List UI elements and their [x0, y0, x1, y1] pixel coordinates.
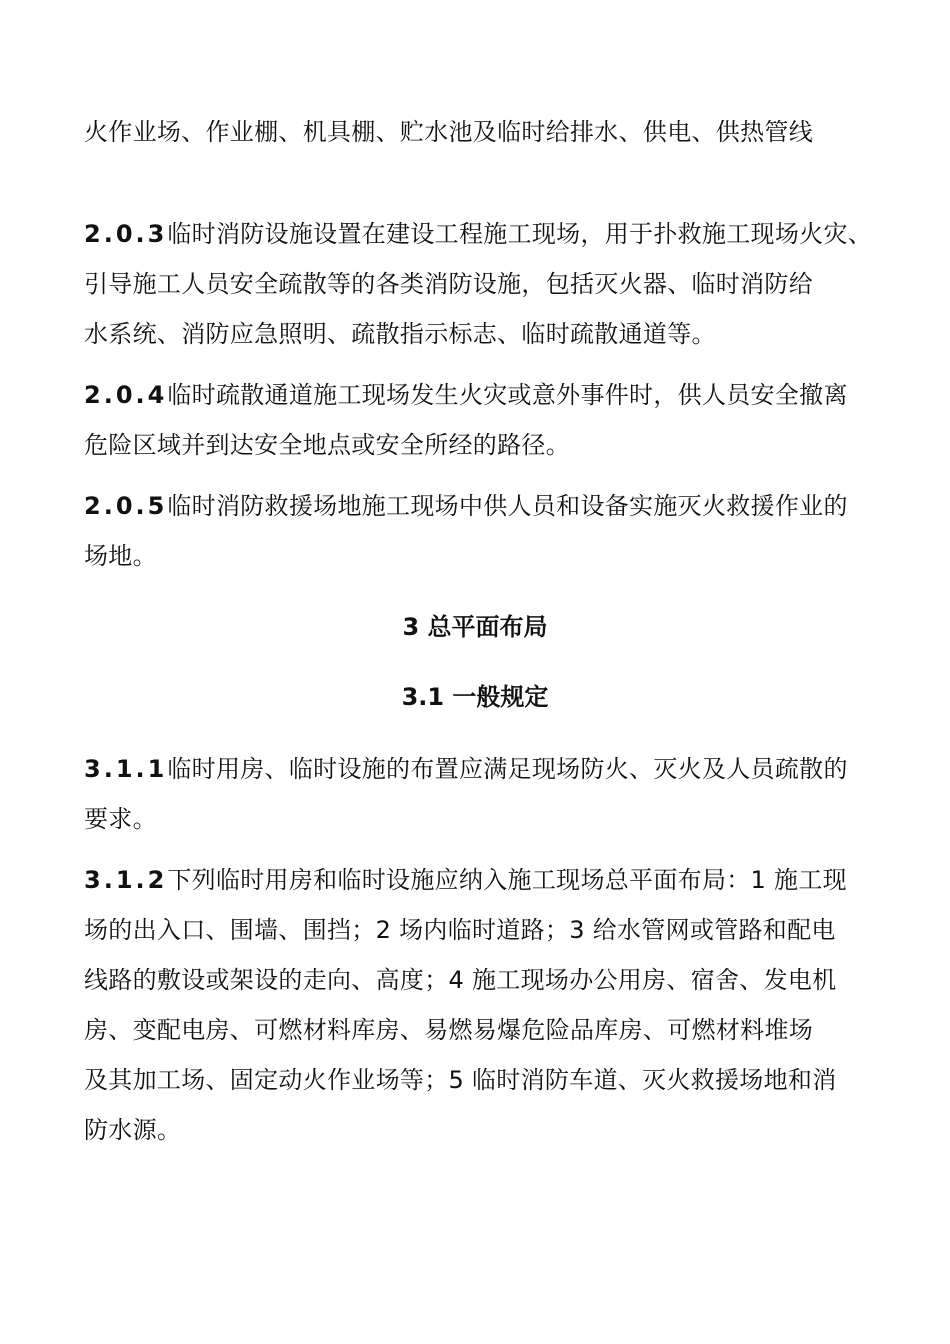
clause-2-0-4-line-1: [84, 379, 848, 411]
section-heading: 3.1 一般规定: [401, 683, 549, 711]
clause-text: 临时疏散通道施工现场发生火灾或意外事件时，供人员安全撤离: [167, 381, 848, 409]
clause-text: 下列临时用房和临时设施应纳入施工现场总平面布局：1 施工现: [167, 866, 847, 894]
clause-2-0-4-line-2: 危险区域并到达安全地点或安全所经的路径。: [84, 431, 570, 459]
clause-number: 3.1.2: [84, 866, 168, 894]
clause-3-1-1-line-2: 要求。: [84, 805, 157, 833]
clause-3-1-1-line-1: [84, 753, 848, 785]
clause-3-1-2-line-4: 房、变配电房、可燃材料库房、易燃易爆危险品库房、可燃材料堆场: [84, 1016, 813, 1044]
clause-2-0-5-line-1: [84, 490, 848, 522]
clause-3-1-2-line-5: 及其加工场、固定动火作业场等；5 临时消防车道、灭火救援场地和消: [84, 1066, 837, 1094]
clause-3-1-2-line-3: 线路的敷设或架设的走向、高度；4 施工现场办公用房、宿舍、发电机: [84, 966, 837, 994]
clause-2-0-3-line-1: [84, 218, 872, 250]
clause-text: 临时用房、临时设施的布置应满足现场防火、灭火及人员疏散的: [167, 755, 848, 783]
clause-2-0-3-line-3: 水系统、消防应急照明、疏散指示标志、临时疏散通道等。: [84, 320, 716, 348]
chapter-heading: 3 总平面布局: [402, 613, 548, 641]
clause-2-0-3-line-2: 引导施工人员安全疏散等的各类消防设施，包括灭火器、临时消防给: [84, 270, 813, 298]
clause-text: 临时消防设施设置在建设工程施工现场，用于扑救施工现场火灾、: [167, 220, 873, 248]
clause-number: 2.0.4: [84, 381, 168, 409]
continuation-line: 火作业场、作业棚、机具棚、贮水池及临时给排水、供电、供热管线: [84, 118, 813, 146]
clause-3-1-2-line-6: 防水源。: [84, 1116, 182, 1144]
clause-number: 2.0.3: [84, 220, 168, 248]
clause-number: 3.1.1: [84, 755, 168, 783]
clause-text: 临时消防救援场地施工现场中供人员和设备实施灭火救援作业的: [167, 492, 848, 520]
clause-3-1-2-line-1: [84, 864, 847, 896]
clause-2-0-5-line-2: 场地。: [84, 542, 157, 570]
clause-number: 2.0.5: [84, 492, 168, 520]
clause-3-1-2-line-2: 场的出入口、围墙、围挡；2 场内临时道路；3 给水管网或管路和配电: [84, 916, 836, 944]
